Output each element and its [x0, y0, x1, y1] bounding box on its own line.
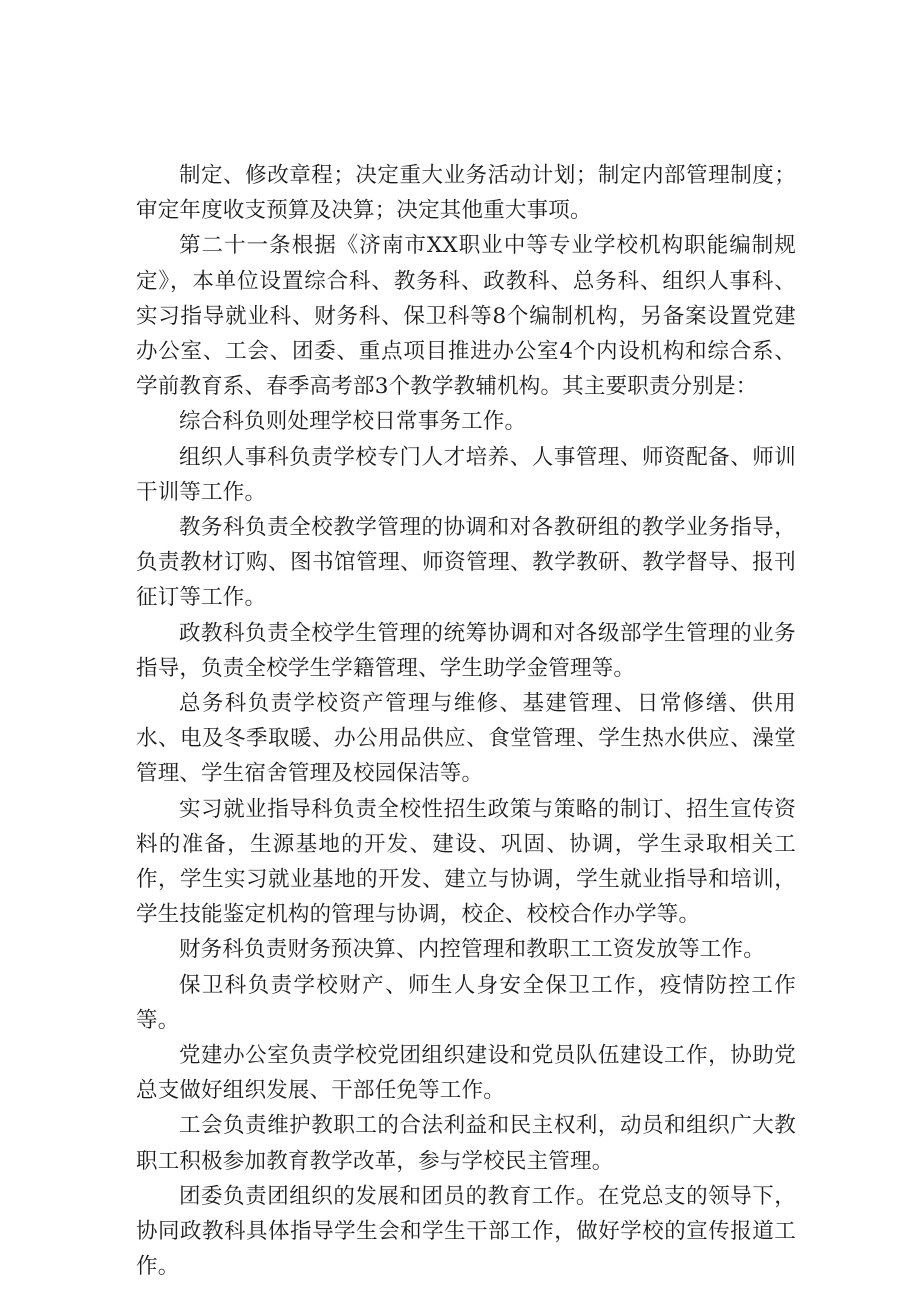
paragraph-9: 财务科负责财务预决算、内控管理和教职工工资发放等工作。: [179, 937, 765, 963]
paragraph-11: 党建办公室负责学校党团组织建设和党员队伍建设工作，协助党总支做好组织发展、干部任免等工作。: [136, 1043, 796, 1104]
paragraph-2: 第二十一条根据《济南市XX职业中等专业学校机构职能编制规定》，本单位设置综合科、教务科、政教科、总务科、组织人事科、实习指导就业科、财务科、保卫科等8个编制机构，另备案设置党建办公室、工会、团委、重点项目推进办公室4个内设机构和综合系、学前教育系、春季高考部3个教学教辅机构。其主要职责分别是：: [136, 233, 796, 400]
paragraph-3: 综合科负则处理学校日常事务工作。: [179, 409, 527, 435]
paragraph-13: 团委负责团组织的发展和团员的教育工作。在党总支的领导下，协同政教科具体指导学生会和学生干部工作，做好学校的宣传报道工作。: [136, 1183, 796, 1280]
document-body: [136, 158, 796, 1285]
paragraph-5: 教务科负责全校教学管理的协调和对各教研组的教学业务指导，负责教材订购、图书馆管理、师资管理、教学教研、教学督导、报刊征订等工作。: [136, 515, 796, 611]
paragraph-10: 保卫科负责学校财产、师生人身安全保卫工作，疫情防控工作等。: [136, 972, 796, 1033]
paragraph-8: 实习就业指导科负责全校性招生政策与策略的制订、招生宣传资料的准备，生源基地的开发、建设、巩固、协调，学生录取相关工作，学生实习就业基地的开发、建立与协调，学生就业指导和培训，学生技能鉴定机构的管理与协调，校企、校校合作办学等。: [136, 796, 796, 928]
paragraph-7: 总务科负责学校资产管理与维修、基建管理、日常修缮、供用水、电及冬季取暖、办公用品供应、食堂管理、学生热水供应、澡堂管理、学生宿舍管理及校园保洁等。: [136, 691, 796, 787]
paragraph-6: 政教科负责全校学生管理的统筹协调和对各级部学生管理的业务指导，负责全校学生学籍管理、学生助学金管理等。: [136, 620, 796, 681]
paragraph-4: 组织人事科负责学校专门人才培养、人事管理、师资配备、师训干训等工作。: [136, 444, 796, 505]
paragraph-12: 工会负责维护教职工的合法利益和民主权利，动员和组织广大教职工积极参加教育教学改革，参与学校民主管理。: [136, 1113, 796, 1174]
paragraph-1: 制定、修改章程；决定重大业务活动计划；制定内部管理制度；审定年度收支预算及决算；决定其他重大事项。: [136, 163, 796, 224]
